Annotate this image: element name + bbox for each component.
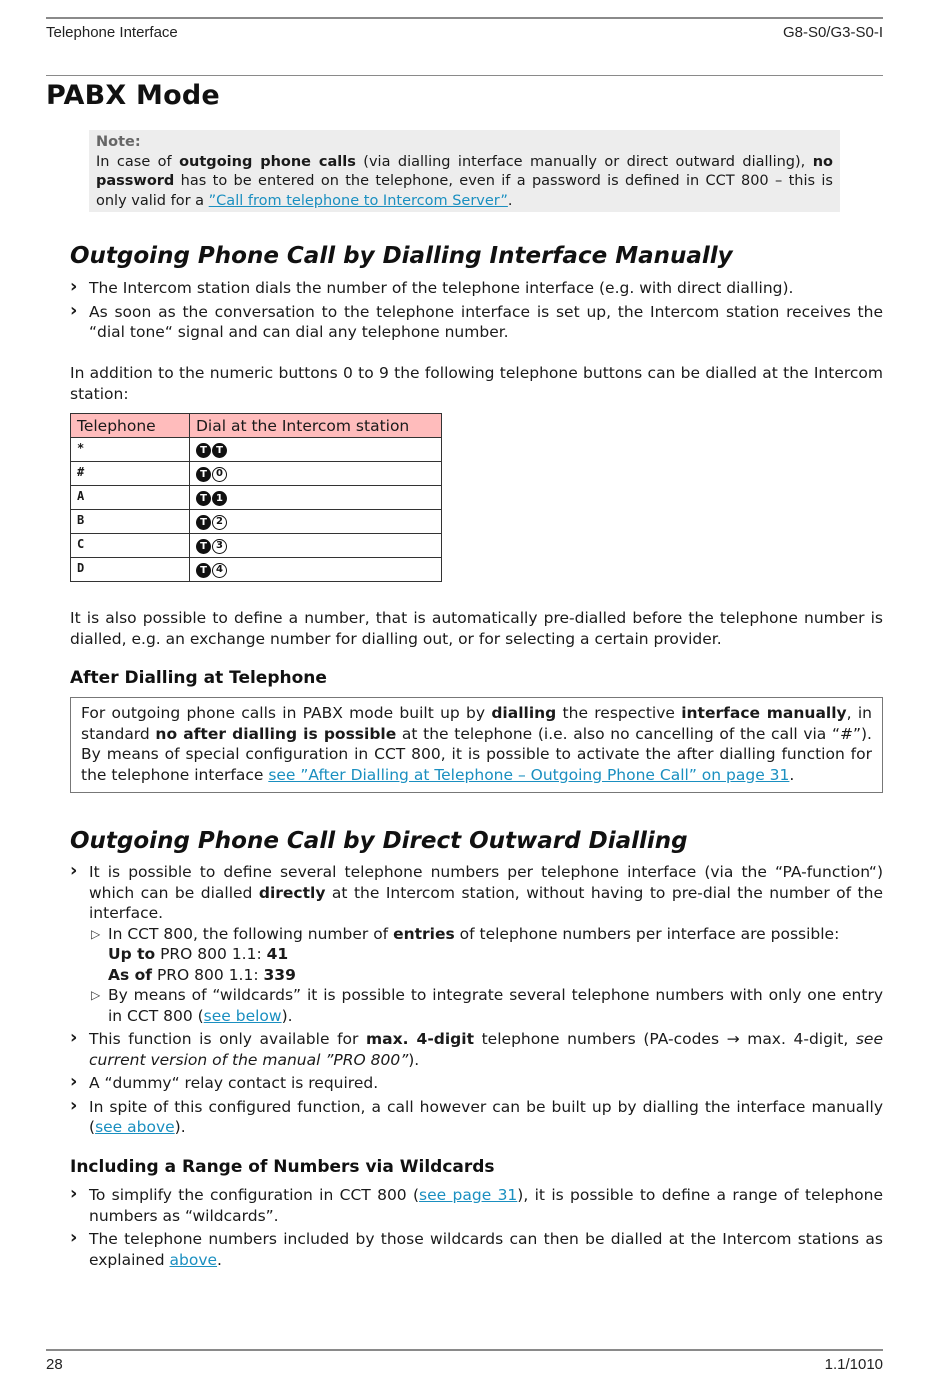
key-icon: T [196, 467, 211, 482]
see-page-31-link[interactable]: see page 31 [419, 1186, 518, 1204]
column-header-telephone: Telephone [71, 414, 190, 438]
key-icon: 0 [212, 467, 227, 482]
header-top-rule [46, 17, 883, 19]
key-icon: T [212, 443, 227, 458]
key-icon: T [196, 539, 211, 554]
telephone-key-cell: B [71, 510, 190, 534]
table-header-row [71, 414, 442, 438]
page-title: PABX Mode [46, 80, 220, 111]
subheading-after-dialling: After Dialling at Telephone [70, 668, 327, 688]
list-item: › It is possible to define several telephone numbers per telephone interface (via the “PA-function“) which can be dialled directly at the Intercom station, without having to pre-dial the number of the interface. ▷ In CCT 800, the following number of entries of telephone numbers per interface are possible: Up to PRO 800 1.1: 41 As of PRO 800 1.1: 339 ▷ By means of “wildcards” it is possible to integrate several telephone numbers with only one entry in CCT 800 (see below). [70, 862, 883, 1026]
note-text: In case of outgoing phone calls (via dialling interface manually or direct outward dialling), no password has to be entered on the telephone, even if a password is defined in CCT 800 – this is only valid for a ”Call from telephone to Intercom Server”. [96, 153, 833, 209]
intercom-keys-cell [190, 462, 442, 486]
telephone-key-cell: * [71, 438, 190, 462]
entries-up-to: Up to PRO 800 1.1: 41 [108, 945, 289, 963]
intercom-keys-cell [190, 510, 442, 534]
sub-list-item: ▷ In CCT 800, the following number of entries of telephone numbers per interface are possible: Up to PRO 800 1.1: 41 As of PRO 800 1.1: 339 [89, 924, 883, 986]
table-row [71, 462, 442, 486]
call-from-telephone-link[interactable]: ”Call from telephone to Intercom Server” [208, 192, 508, 209]
see-below-link[interactable]: see below [203, 1006, 282, 1025]
key-icon: T [196, 515, 211, 530]
after-dialling-box: For outgoing phone calls in PABX mode built up by dialling the respective interface manually, in standard no after dialling is possible at the telephone (i.e. also no cancelling of the call via “#”). By means of special configuration in CCT 800, it is possible to activate the after dialling function for the telephone interface see ”After Dialling at Telephone – Outgoing Phone Call” on page 31. [70, 697, 883, 793]
footer-rule [46, 1349, 883, 1351]
intercom-keys-cell [190, 534, 442, 558]
sub-list-item: ▷ By means of “wildcards” it is possible to integrate several telephone numbers with only one entry in CCT 800 (see below). [89, 985, 883, 1026]
section-heading-direct-dialling: Outgoing Phone Call by Direct Outward Dialling [70, 828, 688, 854]
key-icon: T [196, 443, 211, 458]
manual-dialling-bullets [70, 278, 883, 346]
table-row [71, 534, 442, 558]
direct-dialling-bullets [70, 862, 883, 1141]
table-row [71, 486, 442, 510]
key-icon: T [196, 563, 211, 578]
telephone-key-cell: A [71, 486, 190, 510]
column-header-dial: Dial at the Intercom station [190, 414, 442, 438]
list-item: › As soon as the conversation to the telephone interface is set up, the Intercom station receives the “dial tone“ signal and can dial any telephone number. [70, 302, 883, 343]
section-heading-manual-dialling: Outgoing Phone Call by Dialling Interface Manually [70, 243, 733, 269]
list-item: › The Intercom station dials the number of the telephone interface (e.g. with direct dialling). [70, 278, 883, 299]
intercom-keys-cell [190, 558, 442, 582]
header-product-code: G8-S0/G3-S0-I [782, 24, 883, 41]
document-version: 1.1/1010 [824, 1356, 883, 1373]
page-number: 28 [46, 1356, 63, 1373]
see-above-link[interactable]: see above [95, 1118, 175, 1136]
table-row [71, 558, 442, 582]
key-icon: 1 [212, 491, 227, 506]
key-icon: 3 [212, 539, 227, 554]
table-intro-text: In addition to the numeric buttons 0 to 9 the following telephone buttons can be dialled at the Intercom station: [70, 364, 883, 403]
header-section-title: Telephone Interface [46, 24, 178, 41]
wildcards-bullets [70, 1185, 883, 1273]
predial-text: It is also possible to define a number, that is automatically pre-dialled before the telephone number is dialled, e.g. an exchange number for dialling out, or for selecting a certain provider. [70, 609, 883, 648]
note-label: Note: [96, 134, 141, 150]
subheading-wildcards: Including a Range of Numbers via Wildcards [70, 1157, 495, 1177]
telephone-key-cell: # [71, 462, 190, 486]
intercom-keys-cell [190, 486, 442, 510]
table-row [71, 510, 442, 534]
list-item: › A “dummy“ relay contact is required. [70, 1073, 883, 1094]
telephone-key-cell: D [71, 558, 190, 582]
entries-as-of: As of PRO 800 1.1: 339 [108, 965, 296, 984]
key-icon: T [196, 491, 211, 506]
key-icon: 2 [212, 515, 227, 530]
table-row [71, 438, 442, 462]
header-bottom-rule [46, 75, 883, 76]
list-item: › The telephone numbers included by those wildcards can then be dialled at the Intercom stations as explained above. [70, 1229, 883, 1270]
telephone-key-cell: C [71, 534, 190, 558]
list-item: › In spite of this configured function, a call however can be built up by dialling the interface manually (see above). [70, 1097, 883, 1138]
list-item: › To simplify the configuration in CCT 800 (see page 31), it is possible to define a range of telephone numbers as “wildcards”. [70, 1185, 883, 1226]
after-dialling-page-link[interactable]: see ”After Dialling at Telephone – Outgoing Phone Call” on page 31 [268, 765, 790, 784]
key-icon: 4 [212, 563, 227, 578]
list-item: › This function is only available for max. 4-digit telephone numbers (PA-codes → max. 4-digit, see current version of the manual ”PRO 800”). [70, 1029, 883, 1070]
above-link[interactable]: above [169, 1250, 218, 1269]
dial-mapping-table [70, 413, 442, 582]
intercom-keys-cell [190, 438, 442, 462]
sub-list [89, 924, 883, 1027]
note-box [89, 130, 840, 212]
